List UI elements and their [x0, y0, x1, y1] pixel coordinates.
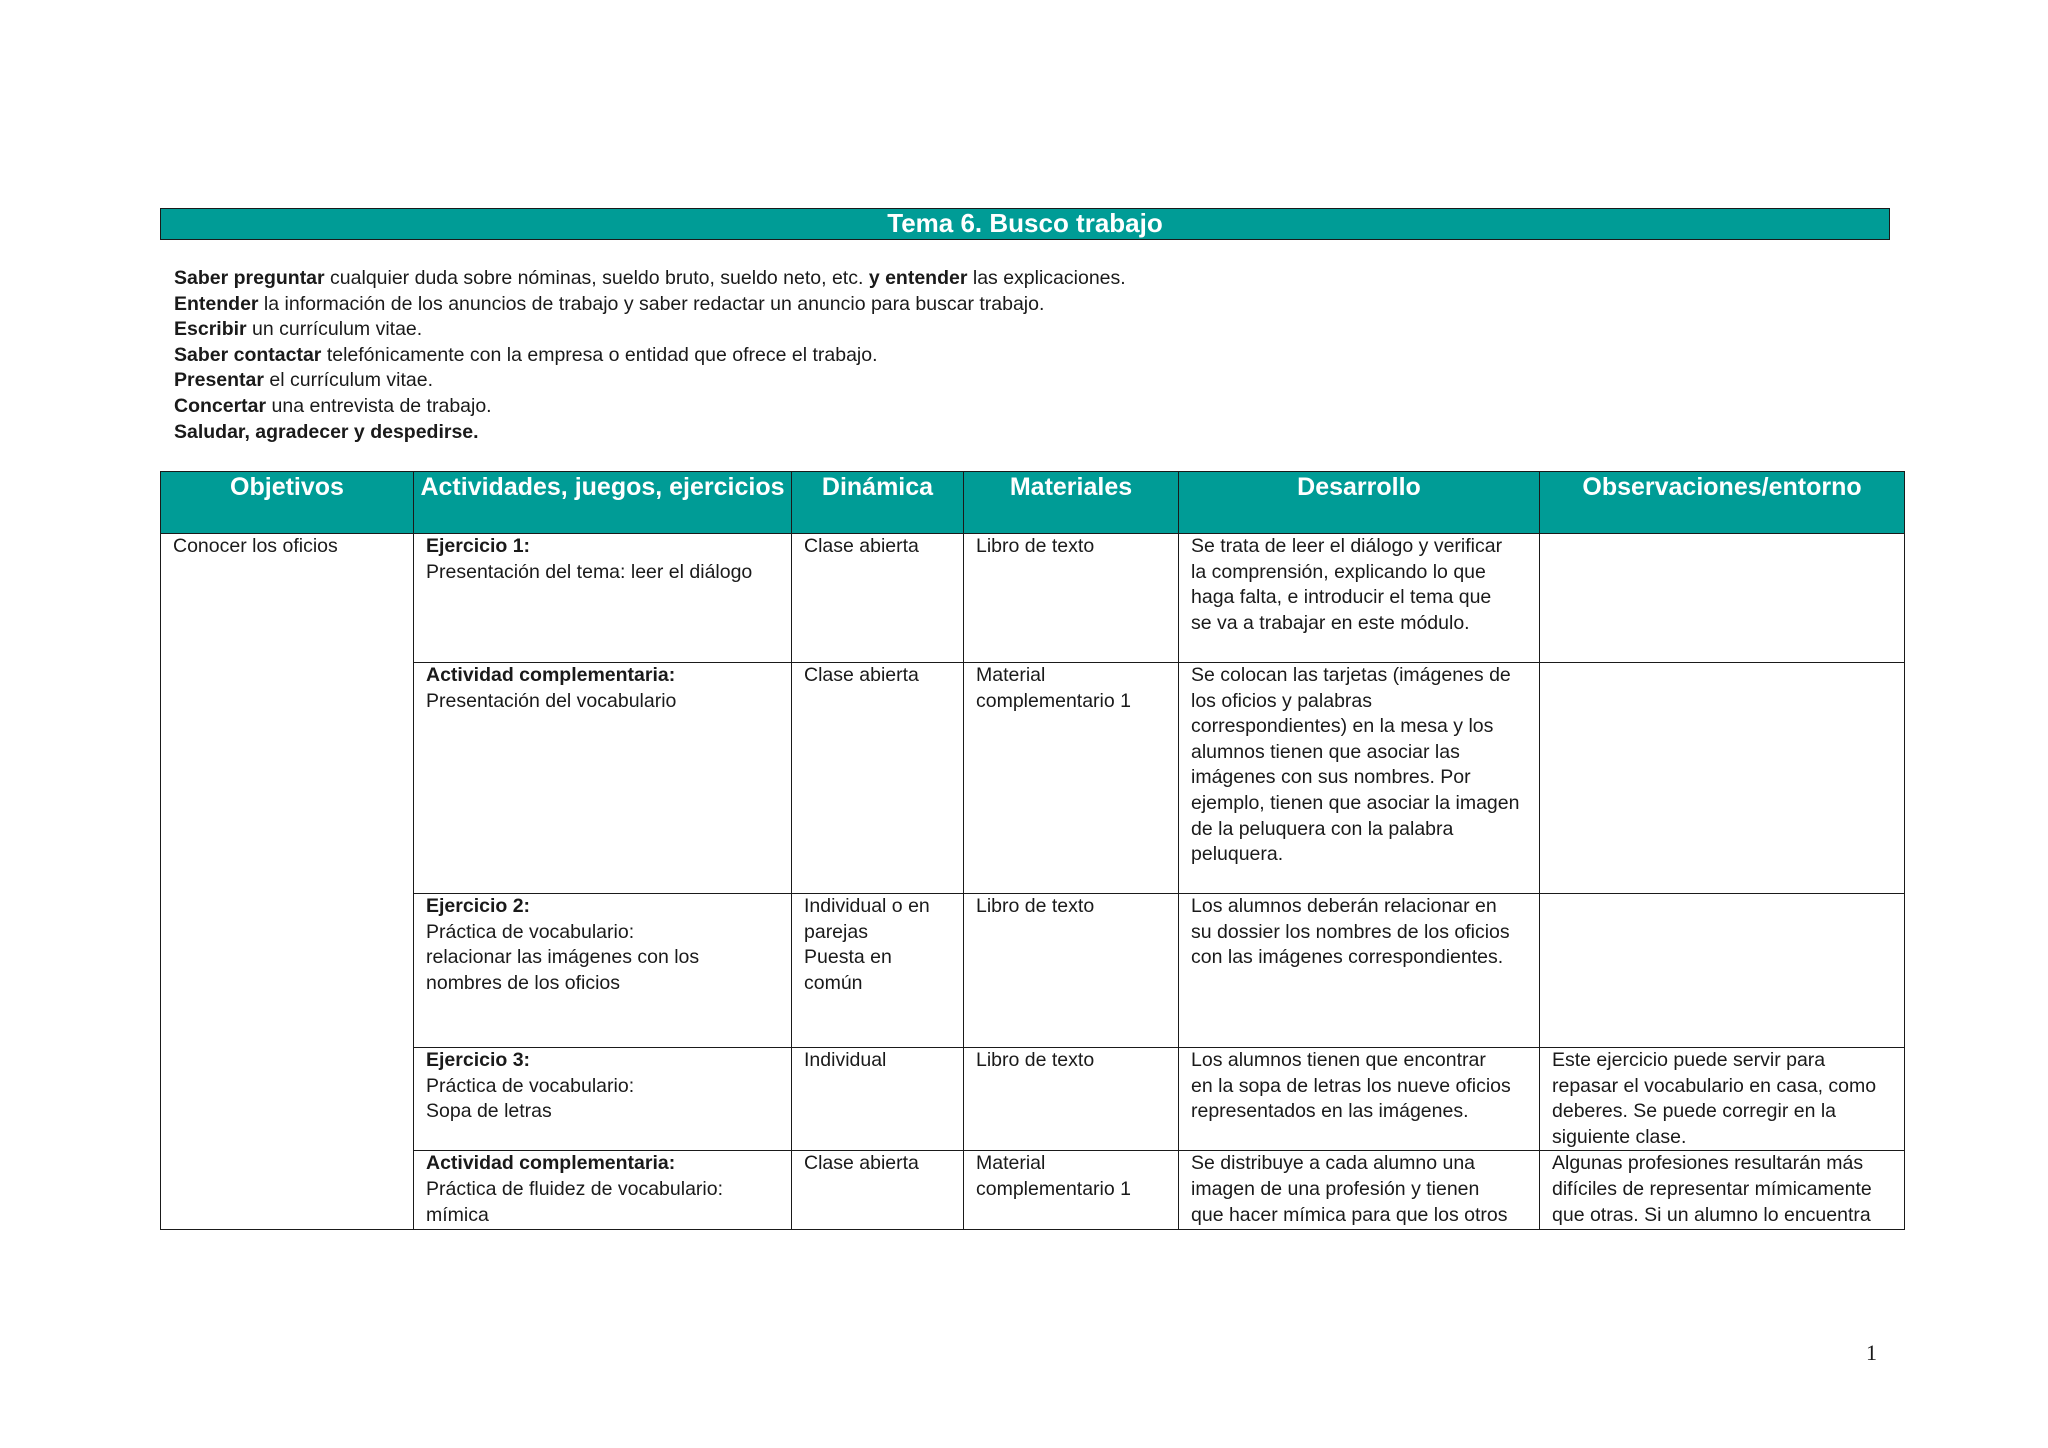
- development-line: Los alumnos tienen que encontrar: [1191, 1049, 1486, 1071]
- material-cell: [964, 1048, 1179, 1151]
- development-line: Se trata de leer el diálogo y verificar: [1191, 535, 1503, 557]
- development-line: con las imágenes correspondientes.: [1191, 946, 1504, 969]
- development-line: de la peluquera con la palabra: [1191, 817, 1454, 840]
- development-line: haga falta, e introducir el tema que: [1191, 586, 1492, 609]
- activity-line: mímica: [426, 1203, 489, 1226]
- development-line: Se colocan las tarjetas (imágenes de: [1191, 664, 1511, 686]
- development-line: que hacer mímica para que los otros: [1191, 1203, 1508, 1226]
- dynamic-line: Individual o en: [804, 895, 930, 917]
- material-line: Libro de texto: [976, 535, 1095, 557]
- objective-line: Concertar una entrevista de trabajo.: [174, 394, 492, 417]
- dynamic-line: Puesta en: [804, 946, 892, 969]
- development-line: la comprensión, explicando lo que: [1191, 560, 1486, 583]
- header-dinamica: Dinámica: [792, 472, 964, 534]
- development-cell: [1179, 1151, 1540, 1230]
- activity-title: Ejercicio 2:: [426, 895, 531, 917]
- material-line: complementario 1: [976, 689, 1131, 712]
- development-cell: [1179, 1048, 1540, 1151]
- activity-line: Presentación del tema: leer el diálogo: [426, 560, 753, 583]
- activity-cell: [414, 1151, 792, 1230]
- observation-cell: [1540, 663, 1905, 894]
- observation-line: repasar el vocabulario en casa, como: [1552, 1074, 1877, 1097]
- development-line: en la sopa de letras los nueve oficios: [1191, 1074, 1511, 1097]
- development-line: ejemplo, tienen que asociar la imagen: [1191, 791, 1520, 814]
- observation-line: Este ejercicio puede servir para: [1552, 1049, 1826, 1071]
- activity-title: Actividad complementaria:: [426, 1152, 676, 1175]
- header-materiales: Materiales: [964, 472, 1179, 534]
- page-number: 1: [1866, 1340, 1877, 1365]
- development-line: Se distribuye a cada alumno una: [1191, 1152, 1476, 1175]
- dynamic-cell: [792, 534, 964, 663]
- observation-cell: [1540, 1151, 1905, 1230]
- material-line: Libro de texto: [976, 895, 1095, 917]
- activity-cell: [414, 534, 792, 663]
- material-cell: [964, 663, 1179, 894]
- observation-line: siguiente clase.: [1552, 1125, 1687, 1148]
- development-cell: [1179, 894, 1540, 1048]
- activity-line: Práctica de vocabulario:: [426, 1074, 635, 1097]
- dynamic-cell: [792, 894, 964, 1048]
- material-line: complementario 1: [976, 1177, 1131, 1200]
- activity-line: nombres de los oficios: [426, 971, 621, 994]
- material-line: Libro de texto: [976, 1049, 1095, 1071]
- development-line: su dossier los nombres de los oficios: [1191, 920, 1510, 943]
- document-title: Tema 6. Busco trabajo: [160, 208, 1890, 240]
- activity-title: Actividad complementaria:: [426, 664, 676, 686]
- activity-title: Ejercicio 3:: [426, 1049, 531, 1071]
- dynamic-cell: [792, 1048, 964, 1151]
- activity-line: Sopa de letras: [426, 1100, 552, 1123]
- development-line: se va a trabajar en este módulo.: [1191, 611, 1470, 634]
- material-line: Material: [976, 1152, 1046, 1175]
- table-row: [161, 1048, 1905, 1151]
- activity-line: Práctica de fluidez de vocabulario:: [426, 1177, 724, 1200]
- dynamic-line: común: [804, 971, 863, 994]
- activity-line: Presentación del vocabulario: [426, 689, 677, 712]
- activity-cell: [414, 663, 792, 894]
- observation-cell: [1540, 894, 1905, 1048]
- development-cell: [1179, 534, 1540, 663]
- dynamic-line: Clase abierta: [804, 664, 919, 686]
- activity-line: relacionar las imágenes con los: [426, 946, 700, 969]
- objective-cell: Conocer los oficios: [161, 534, 414, 1230]
- development-line: correspondientes) en la mesa y los: [1191, 715, 1494, 738]
- material-cell: [964, 534, 1179, 663]
- header-objetivos: Objetivos: [161, 472, 414, 534]
- table-header-row: [161, 472, 1905, 534]
- dynamic-cell: [792, 663, 964, 894]
- development-line: alumnos tienen que asociar las: [1191, 740, 1460, 763]
- development-line: Los alumnos deberán relacionar en: [1191, 895, 1497, 917]
- header-desarrollo: Desarrollo: [1179, 472, 1540, 534]
- observation-line: Algunas profesiones resultarán más: [1552, 1152, 1864, 1175]
- objective-line: Escribir un currículum vitae.: [174, 318, 423, 341]
- header-actividades: Actividades, juegos, ejercicios: [414, 472, 792, 534]
- material-cell: [964, 894, 1179, 1048]
- observation-cell: [1540, 1048, 1905, 1151]
- development-line: representados en las imágenes.: [1191, 1100, 1469, 1123]
- dynamic-cell: [792, 1151, 964, 1230]
- header-observaciones: Observaciones/entorno: [1540, 472, 1905, 534]
- dynamic-line: Individual: [804, 1049, 887, 1071]
- dynamic-line: parejas: [804, 920, 868, 943]
- activity-cell: [414, 894, 792, 1048]
- activity-cell: [414, 1048, 792, 1151]
- development-line: peluquera.: [1191, 843, 1284, 866]
- objective-line: Saber preguntar cualquier duda sobre nóminas, sueldo bruto, sueldo neto, etc. y entender las explicaciones.: [174, 267, 1126, 289]
- table-row: [161, 894, 1905, 1048]
- table-row: [161, 1151, 1905, 1230]
- observation-line: que otras. Si un alumno lo encuentra: [1552, 1203, 1871, 1226]
- lesson-plan-table: [160, 471, 1905, 1230]
- observation-line: deberes. Se puede corregir en la: [1552, 1100, 1837, 1123]
- table-row: [161, 534, 1905, 663]
- objective-line: Saber contactar telefónicamente con la empresa o entidad que ofrece el trabajo.: [174, 343, 878, 366]
- objective-line: Saludar, agradecer y despedirse.: [174, 420, 479, 443]
- objective-line: Presentar el currículum vitae.: [174, 369, 434, 392]
- observation-cell: [1540, 534, 1905, 663]
- development-line: imagen de una profesión y tienen: [1191, 1177, 1480, 1200]
- activity-line: Práctica de vocabulario:: [426, 920, 635, 943]
- development-cell: [1179, 663, 1540, 894]
- material-line: Material: [976, 664, 1046, 686]
- table-row: [161, 663, 1905, 894]
- material-cell: [964, 1151, 1179, 1230]
- dynamic-line: Clase abierta: [804, 1152, 919, 1175]
- dynamic-line: Clase abierta: [804, 535, 919, 557]
- activity-title: Ejercicio 1:: [426, 535, 531, 557]
- development-line: imágenes con sus nombres. Por: [1191, 766, 1471, 789]
- objectives-list: [174, 266, 1874, 445]
- development-line: los oficios y palabras: [1191, 689, 1373, 712]
- observation-line: difíciles de representar mímicamente: [1552, 1177, 1872, 1200]
- objective-line: Entender la información de los anuncios de trabajo y saber redactar un anuncio para buscar trabajo.: [174, 292, 1045, 315]
